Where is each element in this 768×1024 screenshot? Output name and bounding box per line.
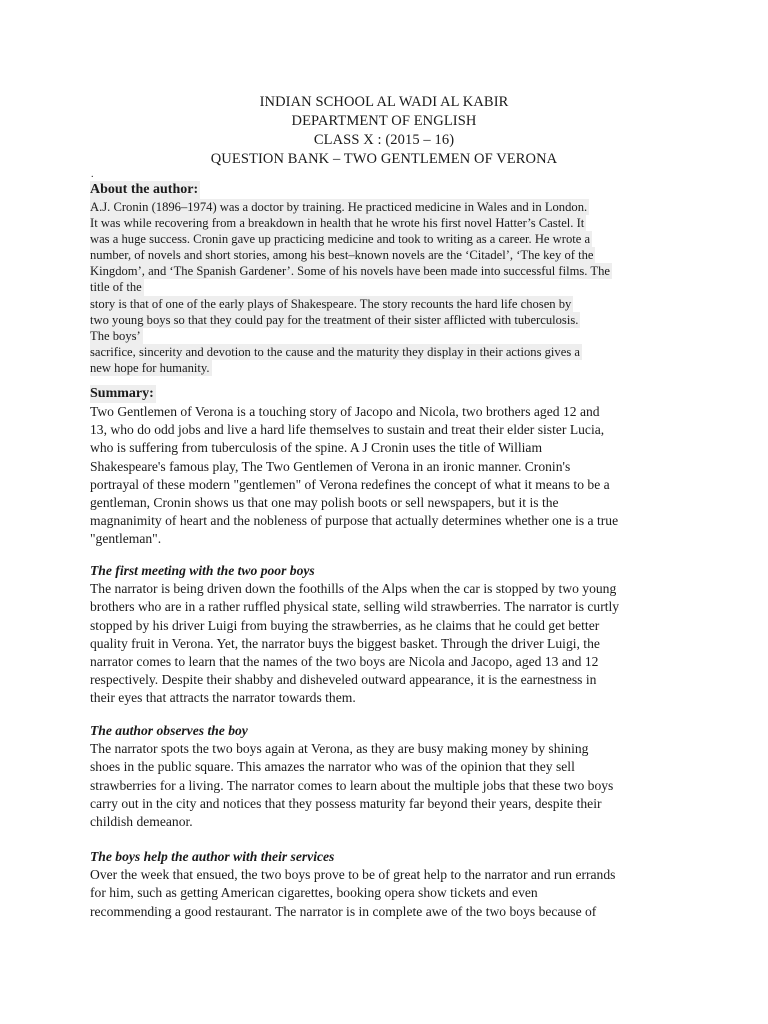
summary-line: portrayal of these modern "gentlemen" of Verona redefines the concept of what it means to be a: [90, 476, 610, 492]
first-meeting-section: [90, 562, 680, 708]
summary-line: Shakespeare's famous play, The Two Gentlemen of Verona in an ironic manner. Cronin's: [90, 458, 571, 474]
summary-line: 13, who do odd jobs and live a hard life themselves to sustain and treat their elder sister Lucia,: [90, 422, 605, 438]
section-heading: The boys help the author with their services: [90, 849, 335, 864]
document-header: [0, 93, 768, 169]
about-line: A.J. Cronin (1896–1974) was a doctor by training. He practiced medicine in Wales and in London.: [90, 200, 588, 214]
about-line: two young boys so that they could pay for the treatment of their sister afflicted with tuberculosis.: [90, 312, 579, 327]
section-line: respectively. Despite their shabby and disheveled outward appearance, it is the earnestness in: [90, 672, 597, 688]
section-line: stopped by his driver Luigi from buying the strawberries, as he claims that he could get better: [90, 617, 600, 633]
summary-line: Two Gentlemen of Verona is a touching story of Jacopo and Nicola, two brothers aged 12 and: [90, 404, 600, 419]
class-label: CLASS X : (2015 – 16): [313, 132, 455, 148]
section-line: brothers who are in a rather ruffled physical state, selling wild strawberries. The narrator is curtly: [90, 599, 620, 615]
section-line: Over the week that ensued, the two boys prove to be of great help to the narrator and run errands: [90, 867, 616, 883]
section-line: strawberries for a living. The narrator comes to learn about the multiple jobs that these two boys: [90, 777, 614, 793]
about-line: title of the: [90, 280, 142, 295]
section-line: narrator comes to learn that the names of the two boys are Nicola and Jacopo, aged 13 and 12: [90, 654, 599, 670]
about-line: was a huge success. Cronin gave up practicing medicine and took to writing as a career. He wrote a: [90, 232, 591, 247]
summary-line: gentleman, Cronin shows us that one may polish boots or sell newspapers, but it is the: [90, 495, 559, 511]
section-heading: The first meeting with the two poor boys: [90, 563, 315, 578]
summary-line: who is suffering from tuberculosis of the spine. A J Cronin uses the title of William: [90, 440, 543, 456]
summary-heading: Summary:: [90, 386, 154, 401]
section-line: shoes in the public square. This amazes the narrator who was of the opinion that they sell: [90, 759, 575, 775]
about-line: number, of novels and short stories, among his best–known novels are the ‘Citadel’, ‘The key of the: [90, 248, 594, 263]
boys-help-section: [90, 848, 680, 921]
section-line: carry out in the city and notices that they possess maturity far beyond their years, despite their: [90, 795, 602, 811]
about-line: sacrifice, sincerity and devotion to the cause and the maturity they display in their actions gives a: [90, 344, 580, 359]
about-author-section: [90, 180, 690, 376]
department-name: DEPARTMENT OF ENGLISH: [291, 113, 477, 129]
about-line: story is that of one of the early plays of Shakespeare. The story recounts the hard life chosen by: [90, 296, 572, 311]
section-line: childish demeanor.: [90, 814, 193, 830]
about-heading: About the author:: [90, 182, 199, 197]
summary-line: "gentleman".: [90, 531, 162, 547]
section-line: The narrator spots the two boys again at Verona, as they are busy making money by shining: [90, 741, 589, 757]
summary-section: [90, 384, 680, 549]
summary-line: magnanimity of heart and the nobleness of purpose that actually determines whether one is a true: [90, 513, 619, 529]
about-line: new hope for humanity.: [90, 360, 210, 375]
section-heading: The author observes the boy: [90, 723, 248, 738]
section-line: for him, such as getting American cigarettes, booking opera show tickets and even: [90, 885, 538, 901]
section-line: quality fruit in Verona. Yet, the narrator buys the biggest basket. Through the driver Luigi, the: [90, 635, 600, 651]
section-line: recommending a good restaurant. The narrator is in complete awe of the two boys because of: [90, 903, 597, 919]
about-line: Kingdom’, and ‘The Spanish Gardener’. Some of his novels have been made into successful films. The: [90, 264, 610, 279]
section-line: The narrator is being driven down the foothills of the Alps when the car is stopped by two young: [90, 581, 617, 597]
section-line: their eyes that attracts the narrator towards them.: [90, 690, 356, 706]
author-observes-section: [90, 722, 680, 831]
school-name: INDIAN SCHOOL AL WADI AL KABIR: [259, 94, 509, 110]
document-title: QUESTION BANK – TWO GENTLEMEN OF VERONA: [210, 151, 558, 167]
about-line: It was while recovering from a breakdown in health that he wrote his first novel Hatter’s Castel. It: [90, 216, 585, 231]
about-line: The boys’: [90, 328, 141, 343]
stray-dot: .: [91, 169, 94, 180]
